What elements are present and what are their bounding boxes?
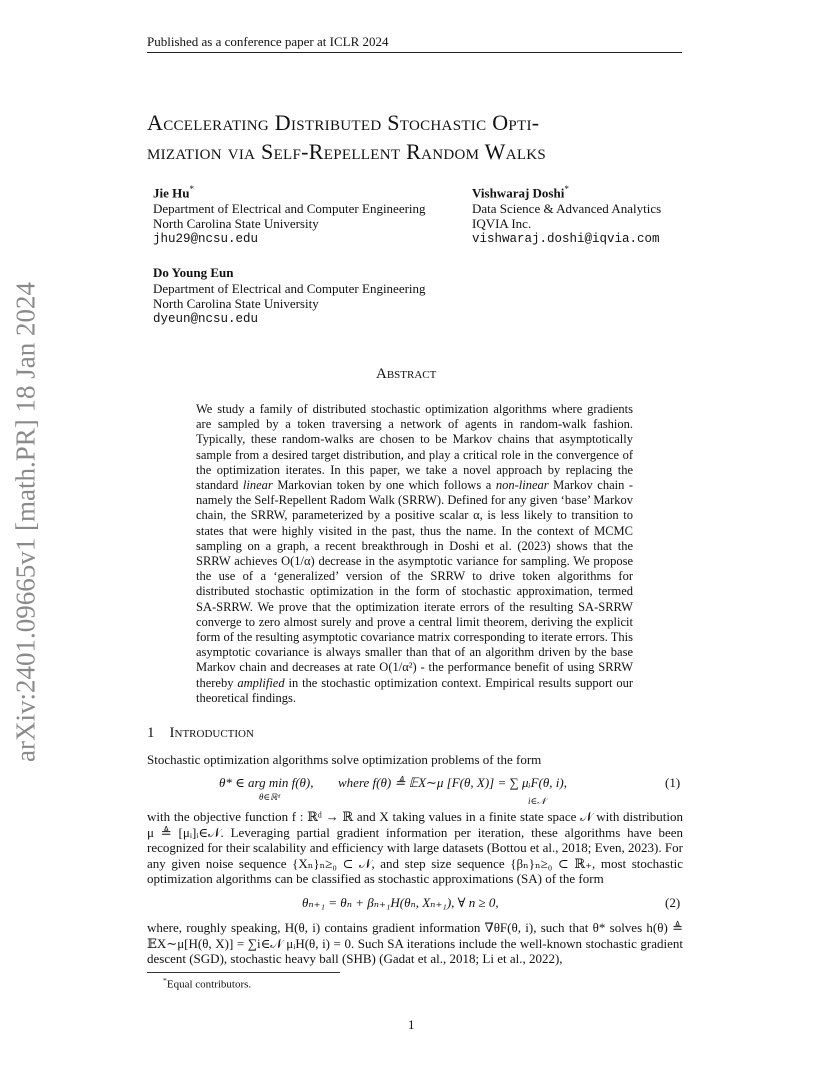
footnote-text: Equal contributors.	[166, 978, 252, 991]
equation-2: θₙ₊₁ = θₙ + βₙ₊₁H(θₙ, Xₙ₊₁), ∀ n ≥ 0,	[302, 895, 499, 910]
intro-paragraph: with the objective function f : ℝᵈ → ℝ and X taking values in a finite state space 𝒩 with distribution μ ≜ [μᵢ]ᵢ∈𝒩. Leveraging partial gradient information per iteration, these algorithms have been recognized for their scalability and efficiency with large datasets (Bottou et al., 2018; Even, 2023). For any given noise sequence {Xₙ}ₙ≥₀ ⊂ 𝒩, and step size sequence {βₙ}ₙ≥₀ ⊂ ℝ₊, most stochastic optimization algorithms can be classified as stochastic approximations (SA) of the form	[147, 809, 683, 886]
equation-1-subscript: θ∈ℝᵈ	[259, 792, 281, 802]
author-institution: IQVIA Inc.	[472, 216, 532, 232]
title-line-1: Accelerating Distributed Stochastic Opti-	[147, 110, 540, 135]
author-affiliation: Data Science & Advanced Analytics	[472, 200, 662, 216]
equation-2-number: (2)	[665, 895, 681, 910]
abstract-emphasis: non-linear	[495, 478, 549, 493]
paper-title	[147, 108, 707, 166]
abstract-text: Markovian token by one which follows a	[277, 478, 492, 493]
author-mark: *	[564, 184, 569, 194]
author-2	[472, 182, 661, 247]
abstract-body	[196, 402, 633, 706]
header-rule	[147, 52, 682, 53]
abstract-heading: Abstract	[376, 366, 437, 382]
abstract-text: in the stochastic optimization context. Empirical results support our theoretical findings.	[196, 675, 634, 705]
arxiv-sidebar-stamp	[4, 272, 48, 772]
abstract-emphasis: linear	[242, 478, 273, 493]
equation-1-rhs: where f(θ) ≜ 𝔼X∼μ [F(θ, X)] = ∑ μᵢF(θ, i),	[338, 775, 567, 790]
author-email[interactable]: dyeun@ncsu.edu	[153, 311, 259, 326]
arxiv-id[interactable]: arXiv:2401.09665v1 [math.PR] 18 Jan 2024	[10, 282, 41, 762]
section-heading	[147, 725, 254, 742]
author-mark: *	[189, 184, 195, 194]
title-line-2: mization via Self-Repellent Random Walks	[147, 139, 547, 164]
author-1	[153, 182, 426, 247]
footnote-mark: *	[163, 976, 167, 985]
equation-1-subscript-2: i∈𝒩	[528, 796, 546, 806]
author-email[interactable]: vishwaraj.doshi@iqvia.com	[472, 231, 660, 246]
abstract-text: We study a family of distributed stochastic optimization algorithms where gradients are sampled by a token traversing a network of agents in random-walk fashion. Typically, these random-walks are chosen to be Markov chains that asymptotically sample from a desired target distribution, and play a critical role in the convergence of the optimization iterates. In this paper, we take a novel approach by replacing the standard	[196, 402, 633, 493]
author-3	[153, 265, 426, 327]
author-affiliation: Department of Electrical and Computer Engineering	[153, 200, 426, 216]
abstract-text: Markov chain - namely the Self-Repellent Radom Walk (SRRW). Defined for any given ‘base’ Markov chain, the SRRW, parameterized by a positive scalar α, is less likely to transition to states that were highly visited in the past, thus the name. In the context of MCMC sampling on a graph, a recent breakthrough in Doshi et al. (2023) shows that the SRRW achieves O(1/α) decrease in the asymptotic variance for sampling. We propose the use of a ‘generalized’ version of the SRRW to drive token algorithms for distributed stochastic optimization in the form of stochastic approximation, termed SA-SRRW. We prove that the optimization iterate errors of the resulting SA-SRRW converge to zero almost surely and prove a central limit theorem, deriving the explicit form of the resulting asymptotic covariance matrix corresponding to iterate errors. This asymptotic covariance is always smaller than that of an algorithm driven by the base Markov chain and decreases at rate O(1/α²) - the performance benefit of using SRRW thereby	[196, 478, 634, 690]
author-affiliation: Department of Electrical and Computer Engineering	[153, 280, 426, 296]
equation-1-number: (1)	[665, 775, 681, 790]
author-name: Do Young Eun	[153, 265, 234, 280]
author-institution: North Carolina State University	[153, 216, 319, 232]
running-header: Published as a conference paper at ICLR 2024	[147, 34, 389, 49]
equation-1-lhs: θ* ∈ arg min f(θ),	[219, 775, 314, 790]
intro-paragraph: where, roughly speaking, H(θ, i) contains gradient information ∇θF(θ, i), such that θ* solves h(θ) ≜ 𝔼X∼μ[H(θ, X)] = ∑i∈𝒩 μᵢH(θ, i) = 0. Such SA iterations include the well-known stochastic gradient descent (SGD), stochastic heavy ball (SHB) (Gadat et al., 2018; Li et al., 2022),	[147, 920, 683, 966]
section-title: Introduction	[169, 725, 254, 741]
abstract-emphasis: amplified	[237, 675, 285, 690]
footnote	[163, 976, 251, 991]
author-name: Jie Hu	[153, 185, 190, 201]
page-number: 1	[408, 1017, 415, 1032]
section-number: 1	[147, 725, 155, 741]
author-email[interactable]: jhu29@ncsu.edu	[153, 231, 259, 246]
author-institution: North Carolina State University	[153, 296, 319, 311]
footnote-rule	[147, 972, 340, 973]
author-name: Vishwaraj Doshi	[472, 185, 565, 201]
intro-sentence: Stochastic optimization algorithms solve optimization problems of the form	[147, 752, 542, 767]
